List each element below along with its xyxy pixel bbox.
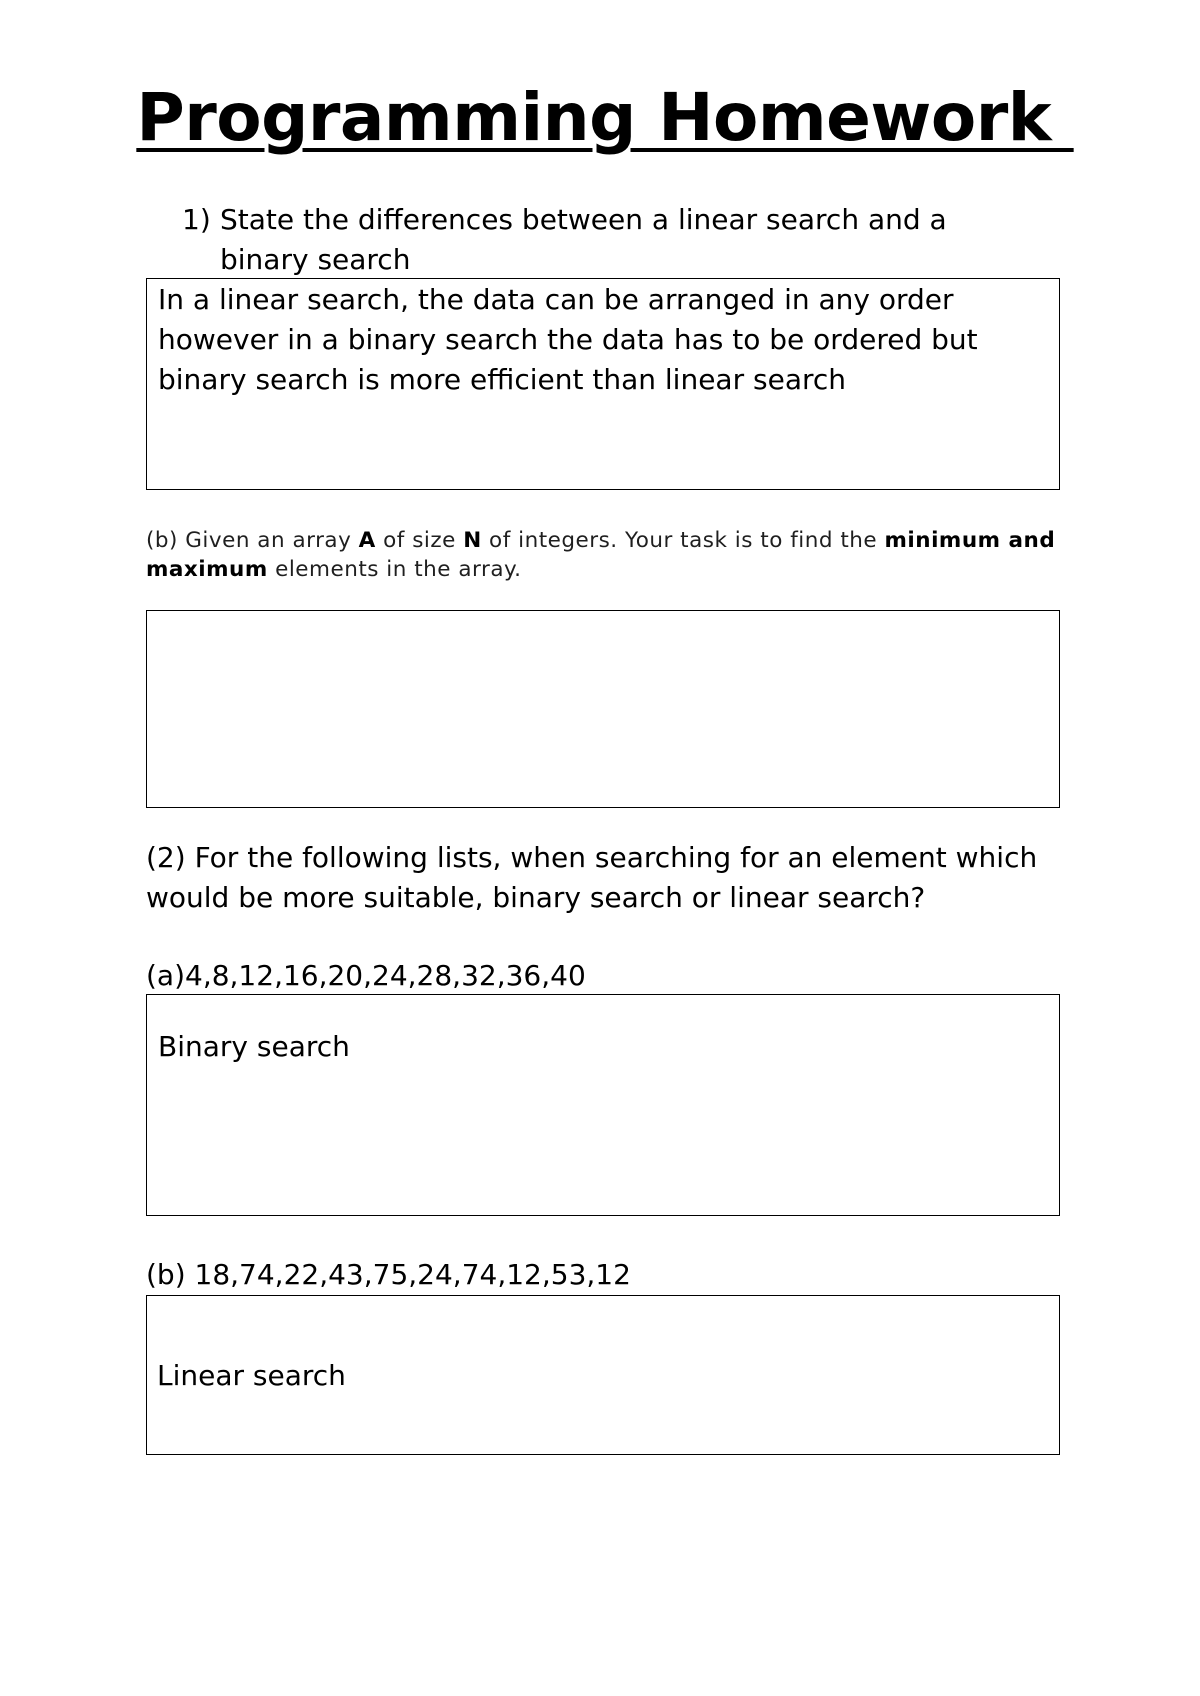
question-2b-label: (b) 18,74,22,43,75,24,74,12,53,12 [146,1258,631,1291]
question-1b-bold-phrase: minimum and maximum [146,528,1056,582]
question-2-text: (2) For the following lists, when searching for an element which would be more suitable, binary search or linear search? [146,841,1038,914]
answer-box-2a[interactable] [146,994,1060,1216]
question-1b-size-name: N [463,528,482,553]
question-1-text: State the differences between a linear search and a binary search [220,203,947,276]
question-1b-array-name: A [358,528,376,553]
answer-box-2b[interactable] [146,1295,1060,1455]
question-1b-text-part3: of integers. Your task is to find the [481,528,885,553]
answer-2a-text: Binary search [158,1030,350,1063]
page-title: Programming Homework [136,79,1074,156]
question-1 [182,200,1002,280]
question-1b [146,526,1066,584]
question-2a-label: (a)4,8,12,16,20,24,28,32,36,40 [146,959,586,992]
question-1b-text-part4: elements in the array. [267,557,522,582]
answer-box-1[interactable] [146,278,1060,490]
question-1b-text-part2: of size [375,528,464,553]
answer-1-text: In a linear search, the data can be arranged in any order however in a binary search the data has to be ordered but binary search is more efficient than linear search [158,283,978,396]
question-1b-text-part1: (b) Given an array [146,528,359,553]
question-1-number: 1) [182,203,211,236]
answer-box-1b[interactable] [146,610,1060,808]
answer-2b-text: Linear search [157,1359,346,1392]
